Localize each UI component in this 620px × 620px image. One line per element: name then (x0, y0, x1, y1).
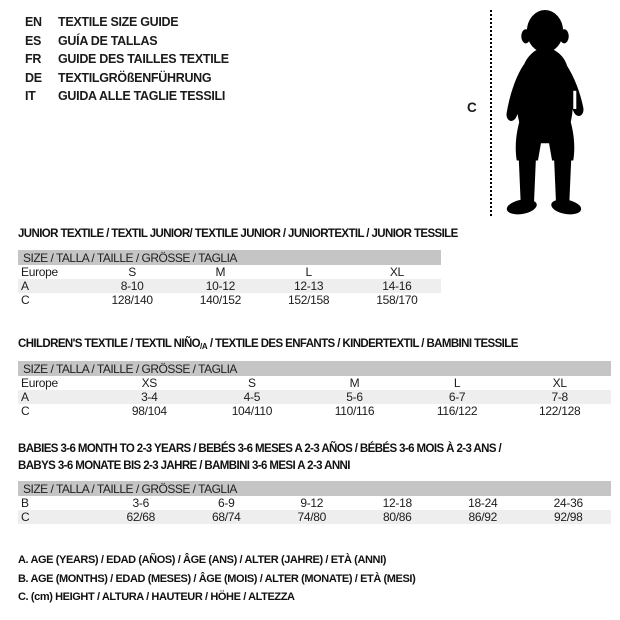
row-label: C (21, 293, 30, 307)
language-label: GUÍA DE TALLAS (58, 33, 158, 48)
title-text: / TEXTILE DES ENFANTS / KINDERTEXTIL / BAMBINI TESSILE (207, 338, 518, 350)
table-cell: 18-24 (468, 496, 498, 510)
table-cell: S (128, 265, 136, 279)
table-row (18, 390, 611, 404)
junior-textile-section (18, 227, 458, 307)
language-code: DE (25, 70, 42, 85)
table-cell: 14-16 (353, 279, 441, 293)
table-cell: M (349, 376, 360, 390)
table-cell: 86/92 (440, 510, 526, 524)
junior-textile-title: JUNIOR TEXTILE / TEXTIL JUNIOR/ TEXTILE JUNIOR / JUNIORTEXTIL / JUNIOR TESSILE (18, 228, 458, 240)
table-cell: 74/80 (269, 510, 355, 524)
title-text: CHILDREN'S TEXTILE / TEXTIL NIÑO (18, 338, 201, 350)
table-row (18, 293, 441, 307)
size-band-row (18, 361, 611, 376)
size-band-row (18, 250, 441, 265)
table-cell: 98/104 (131, 404, 167, 418)
table-cell: 3-4 (98, 390, 201, 404)
babies-table (18, 481, 611, 524)
table-row (18, 265, 441, 279)
language-row (25, 69, 229, 88)
table-cell: L (305, 265, 312, 279)
table-cell: 4-5 (201, 390, 304, 404)
table-cell: 8-10 (88, 279, 176, 293)
table-cell: 140/152 (199, 293, 242, 307)
legend-notes (18, 551, 415, 607)
babies-title-line1: BABIES 3-6 MONTH TO 2-3 YEARS / BEBÉS 3-6 MESES A 2-3 AÑOS / BÉBÉS 3-6 MOIS À 2-3 ANS / (18, 443, 502, 455)
table-cell: 6-9 (218, 496, 235, 510)
language-label: GUIDE DES TAILLES TEXTILE (58, 52, 229, 67)
table-cell: 12-18 (382, 496, 412, 510)
language-code: ES (25, 33, 42, 48)
height-measure-label: C (467, 100, 477, 115)
table-cell: 116/122 (436, 404, 478, 418)
childrens-textile-table (18, 361, 611, 418)
table-cell: 3-6 (132, 496, 149, 510)
table-row (18, 279, 441, 293)
table-cell: L (453, 376, 461, 390)
row-label: A (18, 279, 88, 293)
table-cell: 5-6 (303, 390, 406, 404)
babies-textile-section (18, 441, 611, 524)
row-label: A (18, 390, 98, 404)
toddler-silhouette-icon (497, 6, 593, 218)
size-band-label: SIZE / TALLA / TAILLE / GRÖSSE / TAGLIA (18, 250, 441, 265)
language-row (25, 87, 229, 106)
table-cell: 24-36 (553, 496, 583, 510)
table-cell: 10-12 (176, 279, 264, 293)
language-label: TEXTILGRÖßENFÜHRUNG (58, 70, 212, 85)
table-cell: M (215, 265, 226, 279)
table-row (18, 376, 611, 390)
legend-note-b: B. AGE (MONTHS) / EDAD (MESES) / ÂGE (MOIS) / ALTER (MONATE) / ETÀ (MESI) (18, 572, 416, 585)
table-cell: 62/68 (98, 510, 184, 524)
babies-title-line2: BABYS 3-6 MONATE BIS 2-3 JAHRE / BAMBINI 3-6 MESI A 2-3 ANNI (18, 460, 350, 472)
row-label: C (18, 510, 98, 524)
language-label: GUIDA ALLE TAGLIE TESSILI (58, 89, 226, 104)
childrens-textile-title (18, 337, 611, 354)
legend-note-c: C. (cm) HEIGHT / ALTURA / HAUTEUR / HÖHE / ALTEZZA (18, 591, 295, 603)
title-subscript: /A (200, 342, 208, 351)
childrens-textile-section (18, 337, 611, 418)
table-cell: 110/116 (334, 404, 375, 418)
junior-textile-table (18, 250, 441, 307)
table-cell: 122/128 (539, 404, 581, 418)
table-cell: 92/98 (526, 510, 612, 524)
table-cell: 128/140 (111, 293, 153, 307)
table-cell: XL (389, 265, 404, 279)
table-cell: 68/74 (184, 510, 270, 524)
table-cell: 158/170 (376, 293, 418, 307)
language-row (25, 50, 229, 69)
table-row (18, 510, 611, 524)
language-row (25, 13, 229, 32)
table-cell: 7-8 (508, 390, 611, 404)
size-band-label: SIZE / TALLA / TAILLE / GRÖSSE / TAGLIA (18, 481, 611, 496)
language-label: TEXTILE SIZE GUIDE (58, 15, 179, 30)
table-row (18, 404, 611, 418)
language-row (25, 32, 229, 51)
size-band-label: SIZE / TALLA / TAILLE / GRÖSSE / TAGLIA (18, 361, 611, 376)
row-label: Europe (21, 265, 58, 279)
table-cell: 12-13 (265, 279, 353, 293)
table-row (18, 496, 611, 510)
table-cell: 6-7 (406, 390, 509, 404)
table-cell: XS (141, 376, 157, 390)
table-cell: 104/110 (231, 404, 273, 418)
language-code: EN (25, 15, 42, 30)
height-dotted-line (490, 10, 492, 216)
legend-note-a: A. AGE (YEARS) / EDAD (AÑOS) / ÂGE (ANS) / ALTER (JAHRE) / ETÀ (ANNI) (18, 554, 386, 566)
language-code: FR (25, 52, 42, 67)
size-band-row (18, 481, 611, 496)
language-header (25, 13, 229, 106)
table-cell: S (248, 376, 256, 390)
row-label: B (21, 496, 29, 510)
table-cell: 152/158 (287, 293, 330, 307)
table-cell: XL (552, 376, 567, 390)
row-label: Europe (21, 376, 58, 390)
table-cell: 80/86 (355, 510, 441, 524)
table-cell: 9-12 (300, 496, 324, 510)
height-measure-figure (455, 0, 620, 230)
language-code: IT (25, 89, 36, 104)
row-label: C (21, 404, 30, 418)
babies-title (18, 441, 611, 475)
